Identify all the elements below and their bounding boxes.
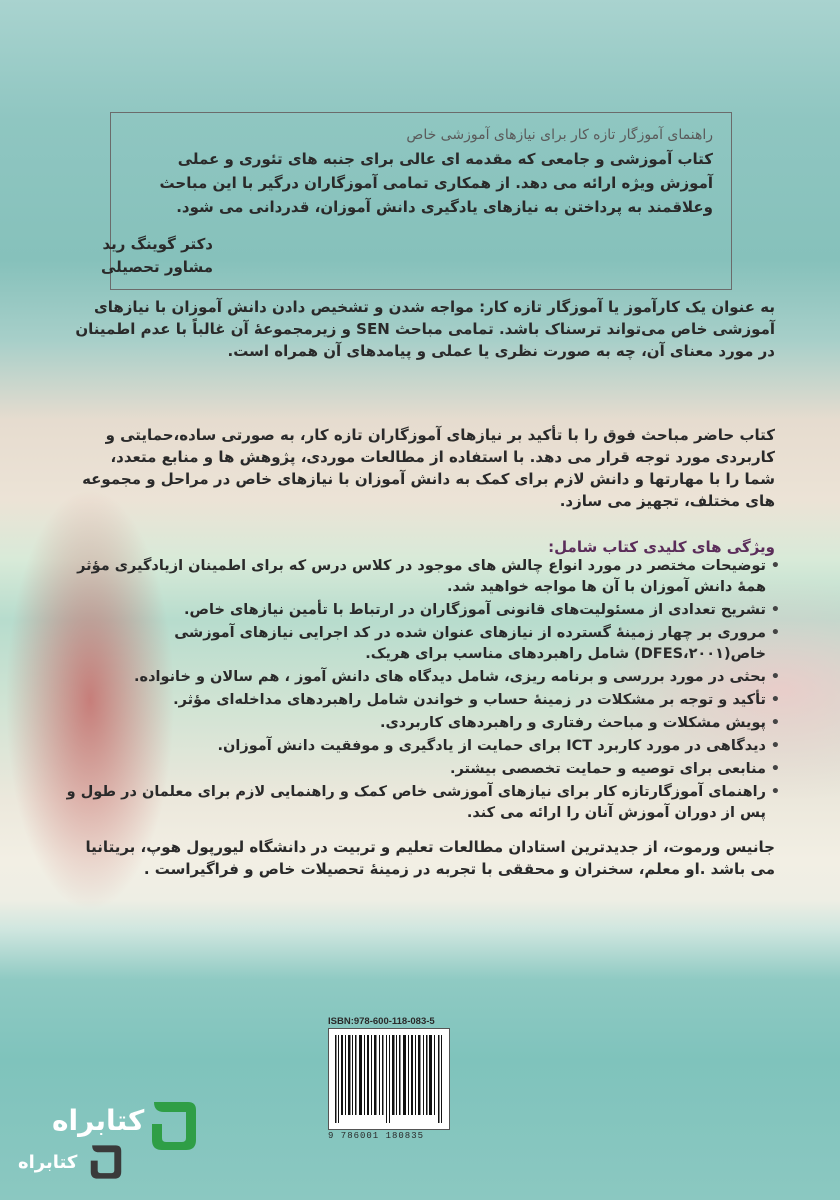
- publisher-logo-icon: [148, 1098, 200, 1154]
- intro-paragraph: به عنوان یک کارآموز یا آموزگار تازه کار: مواجه شدن و تشخیص دادن دانش آموزان با نیازهای آموزشی خاص می‌تواند ترسناک باشد. تمامی مباحث SEN و زیرمجموعهٔ آن غالباً با عدم اطمینان در مورد معنای آن، چه به صورت نظری یا عملی و پیامدهای آن همراه است.: [75, 298, 775, 360]
- endorsement-author: دکتر گوینگ رید: [102, 235, 213, 253]
- feature-item: • مروری بر چهار زمینهٔ گسترده از نیازهای عنوان شده در کد اجرایی نیازهای آموزشی خاص(DFES،۲۰۰۱) شامل راهبردهای مناسب برای هریک.: [60, 623, 780, 665]
- barcode-block: [328, 1016, 450, 1141]
- author-bio: جانیس ورموت، از جدیدترین استادان مطالعات تعلیم و تربیت در دانشگاه لیورپول هوپ، بریتانیا می باشد .او معلم، سخنران و محققی با تجربه در زمینهٔ تحصیلات خاص و فراگیراست .: [85, 838, 775, 878]
- description-paragraph: کتاب حاضر مباحث فوق را با تأکید بر نیازهای آموزگاران تازه کار، به صورتی ساده،حمایتی و کاربردی مورد توجه قرار می دهد. با استفاده از مطالعات موردی، پژوهش ها و منابع متعدد، شما را با مهارتها و دانش لازم برای کمک به دانش آموزان با نیازهای خاص در مراحل و مجموعه های مختلف، تجهیز می سازد.: [82, 426, 775, 510]
- feature-item: • توضیحات مختصر در مورد انواع چالش های موجود در کلاس درس که برای اطمینان ازیادگیری مؤثر همهٔ دانش آموزان با آن ها مواجه خواهید شد.: [60, 556, 780, 598]
- feature-item: • تشریح تعدادی از مسئولیت‌های قانونی آموزگاران در ارتباط با تأمین نیازهای خاص.: [60, 600, 780, 621]
- endorsement-box: [100, 112, 732, 290]
- feature-item: • دیدگاهی در مورد کاربرد ICT برای حمایت از یادگیری و موفقیت دانش آموزان.: [60, 736, 780, 757]
- features-title: ویژگی های کلیدی کتاب شامل:: [548, 538, 775, 556]
- feature-item: • راهنمای آموزگارتازه کار برای نیازهای آموزشی خاص کمک و راهنمایی لازم برای معلمان در طول و پس از دوران آموزش آنان را ارائه می کند.: [60, 782, 780, 824]
- publisher-logo-small-icon: [88, 1142, 124, 1182]
- isbn-label: ISBN:978-600-118-083-5: [328, 1016, 435, 1027]
- feature-item: • منابعی برای توصیه و حمایت تخصصی بیشتر.: [60, 759, 780, 780]
- feature-item: • پویش مشکلات و مباحث رفتاری و راهبردهای کاربردی.: [60, 713, 780, 734]
- endorsement-role: مشاور تحصیلی: [100, 258, 213, 276]
- feature-item: • تأکید و توجه بر مشکلات در زمینهٔ حساب و خواندن شامل راهبردهای مداخله‌ای مؤثر.: [60, 690, 780, 711]
- barcode-icon: [328, 1028, 450, 1130]
- publisher-logo-text: کتابراه: [52, 1104, 145, 1137]
- publisher-logo-small: [18, 1142, 128, 1186]
- endorsement-text: کتاب آموزشی و جامعی که مقدمه ای عالی برای جنبه های تئوری و عملی آموزش ویژه ارائه می دهد. از همکاری تمامی آموزگاران درگیر با این مباحث وعلاقمند به پرداختن به نیازهای یادگیری دانش آموزان، قدردانی می شود.: [159, 150, 713, 216]
- isbn-digits: 9 786001 180835: [328, 1131, 425, 1141]
- features-list: [60, 556, 780, 826]
- publisher-logo-small-text: کتابراه: [18, 1152, 78, 1173]
- feature-item: • بحثی در مورد بررسی و برنامه ریزی، شامل دیدگاه های دانش آموز ، هم سالان و خانواده.: [60, 667, 780, 688]
- endorsement-title: راهنمای آموزگار تازه کار برای نیازهای آموزشی خاص: [406, 127, 713, 143]
